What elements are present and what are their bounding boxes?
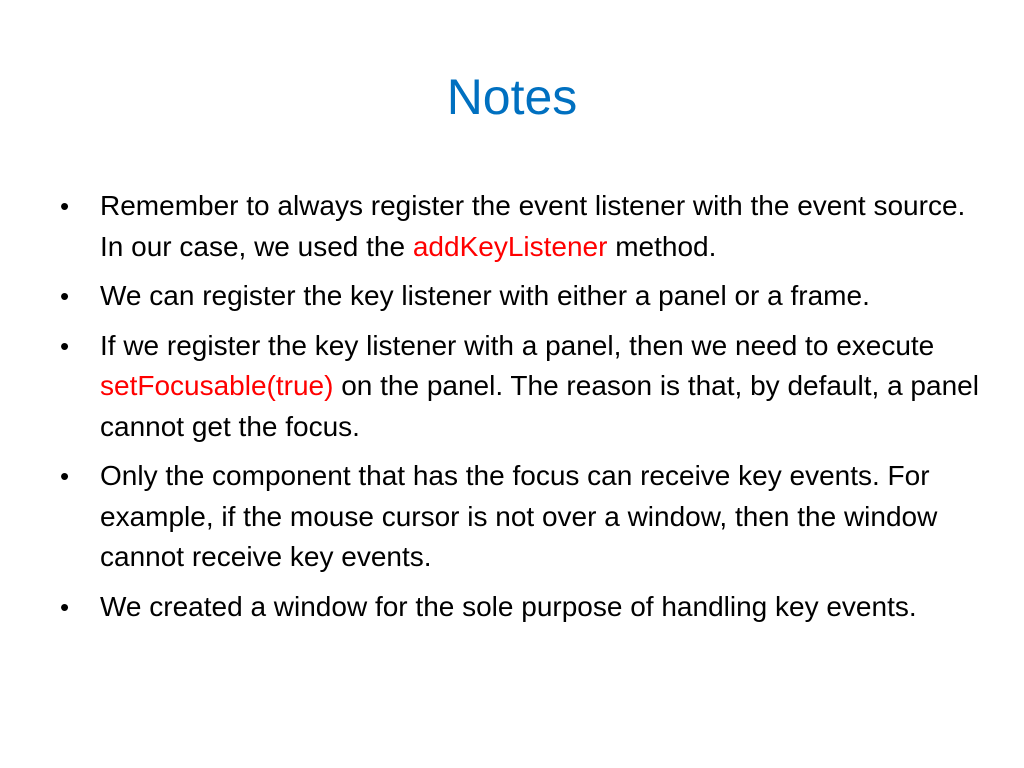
code-highlight: addKeyListener [412, 230, 608, 262]
bullet-text: If we register the key listener with a panel, then we need to execute [100, 329, 935, 361]
bullet-list [56, 186, 996, 636]
code-highlight: setFocusable(true) [100, 370, 334, 401]
bullet-icon: • [60, 281, 70, 311]
bullet-text: on the panel. The reason is that, by default, a panel cannot get the focus. [100, 370, 979, 442]
bullet-item-window-purpose [56, 587, 996, 628]
bullet-icon: • [60, 330, 70, 361]
bullet-icon: • [60, 191, 70, 221]
bullet-text: Remember to always register the event listener with the event source. In our case, we used the [100, 190, 966, 262]
bullet-item-focus-receives-events [56, 456, 996, 578]
bullet-icon: • [60, 461, 70, 491]
bullet-icon: • [60, 591, 70, 622]
bullet-text: method. [607, 230, 717, 262]
bullet-text: Only the component that has the focus can receive key events. For example, if the mouse cursor is not over a window, then the window cannot receive key events. [100, 460, 938, 572]
bullet-text: We created a window for the sole purpose of handling key events. [100, 590, 917, 622]
bullet-item-set-focusable [56, 326, 996, 448]
bullet-item-register-listener [56, 186, 996, 267]
bullet-text: We can register the key listener with either a panel or a frame. [100, 280, 870, 311]
slide-title: Notes [446, 69, 578, 125]
bullet-item-panel-or-frame [56, 276, 996, 317]
